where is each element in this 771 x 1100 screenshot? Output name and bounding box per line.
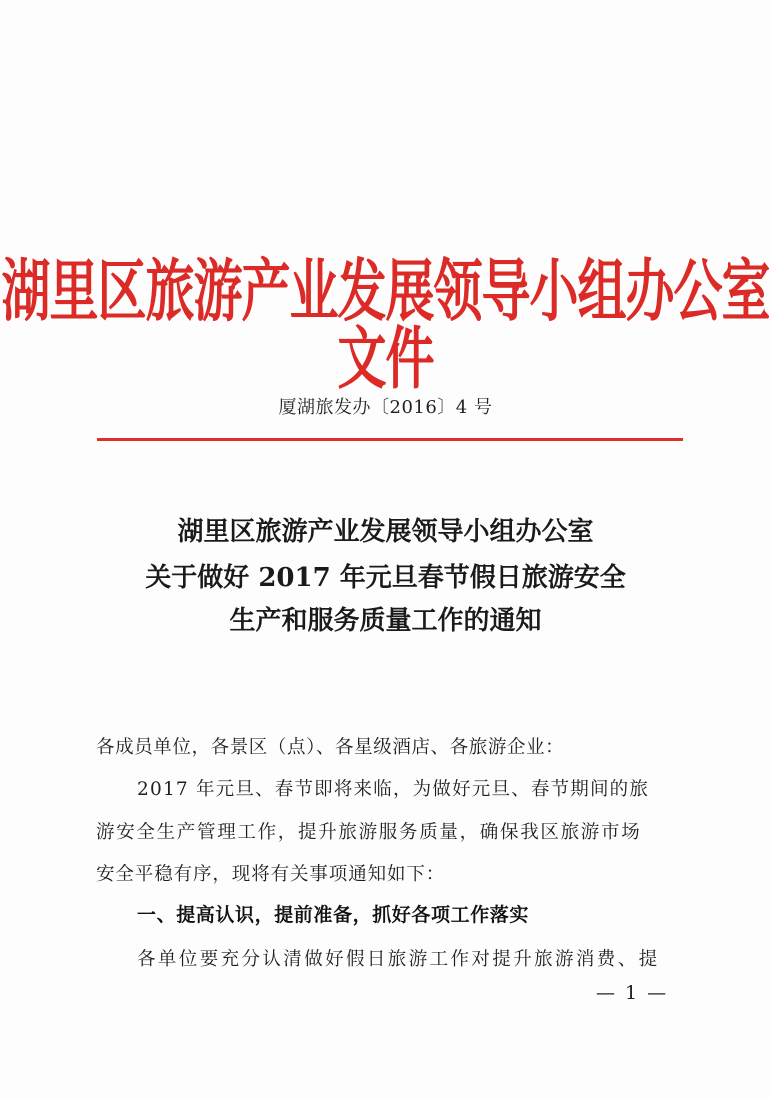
document-number: 厦湖旅发办〔2016〕4 号 [278, 397, 493, 418]
red-divider [97, 438, 683, 441]
page-number: — 1 — [596, 982, 669, 1004]
paragraph-line-3: 安全平稳有序，现将有关事项通知如下： [96, 864, 446, 885]
addressee-line: 各成员单位，各景区（点）、各星级酒店、各旅游企业： [96, 737, 565, 758]
paragraph-line-2: 游安全生产管理工作，提升旅游服务质量，确保我区旅游市场 [96, 822, 642, 843]
paragraph-line-1: 2017 年元旦、春节即将来临，为做好元旦、春节期间的旅 [137, 779, 650, 800]
section-heading: 一、提高认识，提前准备，抓好各项工作落实 [137, 904, 530, 926]
section-first-line: 各单位要充分认清做好假日旅游工作对提升旅游消费、提 [137, 949, 660, 970]
notice-title-line-1: 湖里区旅游产业发展领导小组办公室 [177, 517, 594, 547]
notice-title-line-2: 关于做好 2017 年元旦春节假日旅游安全 [145, 563, 626, 593]
document-header-title: 湖里区旅游产业发展领导小组办公室文件 [1, 252, 770, 399]
notice-title-line-3: 生产和服务质量工作的通知 [229, 606, 542, 636]
